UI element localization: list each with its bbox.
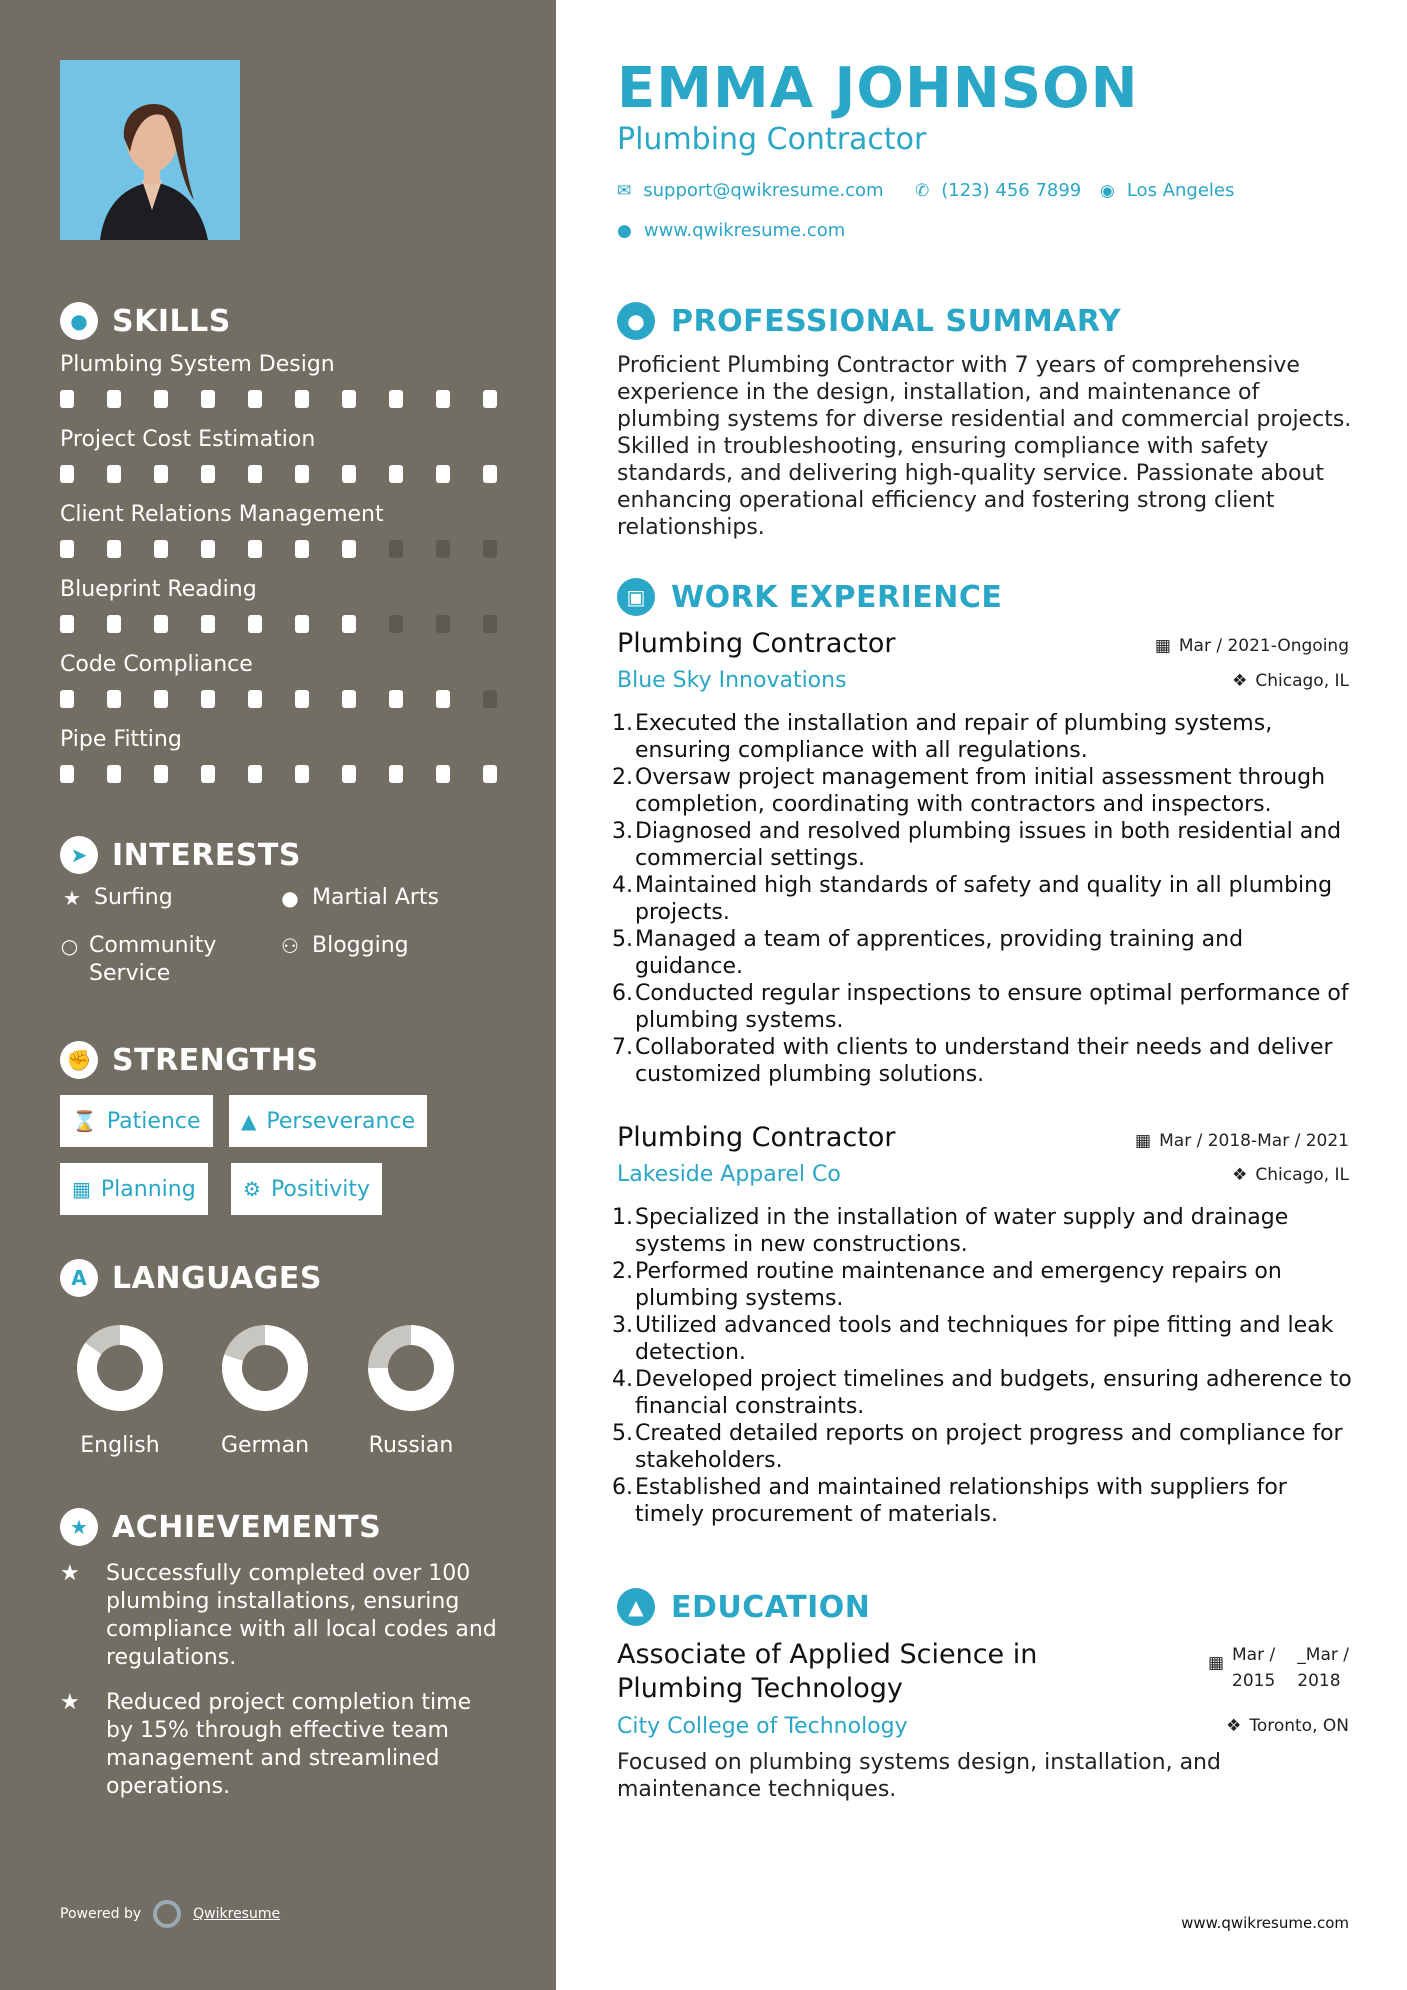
skill-dot	[201, 390, 215, 408]
language-ring	[77, 1325, 163, 1411]
skill-dot	[60, 540, 74, 558]
qwikresume-logo-icon	[153, 1900, 181, 1928]
skill-dot	[154, 540, 168, 558]
hourglass-icon: ⌛	[72, 1109, 97, 1133]
briefcase-icon: ▣	[617, 578, 655, 616]
strength-tag: ⚙ Positivity	[231, 1163, 382, 1215]
gear-icon: ⚙	[243, 1177, 261, 1201]
skill-dot	[295, 540, 309, 558]
language-ring	[222, 1325, 308, 1411]
pushpin-icon: ❖	[1232, 671, 1248, 691]
skill-dot	[248, 615, 262, 633]
achievement-item: ★ Reduced project completion time by 15% through effective team management and streamlined operations.	[60, 1690, 472, 1799]
skill-dot	[248, 690, 262, 708]
experience-heading: ▣ WORK EXPERIENCE	[617, 578, 1002, 616]
job-bullets	[612, 1204, 1357, 1528]
interests-heading: ➤ INTERESTS	[60, 836, 301, 874]
medal-star-icon: ★	[60, 1508, 98, 1546]
road-icon: ▲	[241, 1109, 257, 1133]
job-bullet: 6. Conducted regular inspections to ensure optimal performance of plumbing systems.	[612, 981, 1349, 1033]
skill-dot	[436, 540, 450, 558]
skill-name: Code Compliance	[60, 652, 253, 677]
globe-icon: ●	[281, 886, 299, 910]
hand-icon: ○	[60, 934, 79, 958]
skill-dot	[60, 390, 74, 408]
skill-dot	[436, 690, 450, 708]
skill-dot	[342, 690, 356, 708]
skill-rating	[60, 390, 497, 408]
job-bullet: 1. Specialized in the installation of water supply and drainage systems in new constructions.	[612, 1205, 1289, 1257]
job-bullet: 4. Maintained high standards of safety and quality in all plumbing projects.	[612, 873, 1333, 925]
skill-rating	[60, 690, 497, 708]
email-contact[interactable]: ✉ support@qwikresume.com	[617, 180, 884, 201]
skill-dot	[248, 540, 262, 558]
skill-dot	[389, 690, 403, 708]
company-name: Blue Sky Innovations	[617, 668, 847, 693]
job-bullet: 1. Executed the installation and repair of plumbing systems, ensuring compliance with all regulations.	[612, 711, 1273, 763]
skill-dot	[342, 540, 356, 558]
powered-by: Powered by Qwikresume	[60, 1900, 280, 1928]
language-item: Russian	[361, 1325, 461, 1458]
language-item: German	[215, 1325, 315, 1458]
skill-dot	[389, 615, 403, 633]
map-pin-icon: ◉	[1100, 180, 1115, 201]
skill-dot	[154, 690, 168, 708]
degree-title: Associate of Applied Science in Plumbing Technology	[617, 1639, 1038, 1704]
summary-text: Proficient Plumbing Contractor with 7 years of comprehensive experience in the design, installation, and maintenance of plumbing systems for diverse residential and commercial projects. Skilled in troubleshooting, ensuring compliance with safety standards, and delivering high-quality service. Passionate about enhancing operational efficiency and fostering strong client relationships.	[617, 353, 1352, 540]
phone-icon: ✆	[915, 180, 930, 201]
job-title-header: Plumbing Contractor	[617, 122, 927, 157]
education-dates: ▦ Mar / 2015 _Mar / 2018	[1207, 1645, 1349, 1691]
language-ring	[368, 1325, 454, 1411]
skill-dot	[107, 615, 121, 633]
skill-rating	[60, 540, 497, 558]
education-location: ❖ Toronto, ON	[1226, 1716, 1349, 1736]
skill-dot	[107, 690, 121, 708]
strength-tag: ▲ Perseverance	[229, 1095, 427, 1147]
company-name: Lakeside Apparel Co	[617, 1162, 841, 1187]
skill-dot	[295, 765, 309, 783]
skill-rating	[60, 765, 497, 783]
skill-dot	[389, 540, 403, 558]
job-bullet: 3. Diagnosed and resolved plumbing issues in both residential and commercial settings.	[612, 819, 1342, 871]
skill-dot	[295, 615, 309, 633]
skill-dot	[342, 390, 356, 408]
skill-dot	[201, 540, 215, 558]
skill-dot	[342, 615, 356, 633]
interest-item: ★ Surfing	[60, 884, 173, 912]
job-bullet: 5. Managed a team of apprentices, providing training and guidance.	[612, 927, 1244, 979]
skill-name: Plumbing System Design	[60, 352, 335, 377]
skill-name: Blueprint Reading	[60, 577, 257, 602]
job-bullet: 3. Utilized advanced tools and techniques for pipe fitting and leak detection.	[612, 1313, 1334, 1365]
skill-dot	[201, 690, 215, 708]
skill-dot	[295, 465, 309, 483]
pushpin-icon: ❖	[1232, 1165, 1248, 1185]
profile-photo-image	[60, 60, 240, 240]
skill-dot	[60, 765, 74, 783]
skill-dot	[483, 390, 497, 408]
job-title: Plumbing Contractor	[617, 628, 896, 659]
skill-dot	[248, 465, 262, 483]
job-bullet: 2. Oversaw project management from initial assessment through completion, coordinating with contractors and inspectors.	[612, 765, 1326, 817]
skill-dot	[201, 765, 215, 783]
calendar-icon: ▦	[1207, 1653, 1225, 1673]
strength-tag: ⌛ Patience	[60, 1095, 213, 1147]
language-icon: A	[60, 1259, 98, 1297]
interest-item: ⚇ Blogging	[278, 932, 409, 960]
skill-dot	[436, 615, 450, 633]
skill-dot	[60, 690, 74, 708]
calendar-icon: ▦	[1154, 636, 1171, 656]
sidebar	[0, 0, 556, 1990]
job-bullet: 6. Established and maintained relationships with suppliers for timely procurement of materials.	[612, 1475, 1287, 1527]
job-location: ❖ Chicago, IL	[1232, 1165, 1349, 1185]
shooting-star-icon: ★	[60, 1561, 80, 1586]
skill-dot	[436, 390, 450, 408]
skill-dot	[436, 765, 450, 783]
skill-dot	[60, 615, 74, 633]
skill-dot	[295, 390, 309, 408]
graduation-cap-icon: ▲	[617, 1588, 655, 1626]
candidate-name: EMMA JOHNSON	[617, 56, 1139, 121]
envelope-icon: ✉	[617, 180, 632, 201]
job-title: Plumbing Contractor	[617, 1122, 896, 1153]
skill-dot	[342, 765, 356, 783]
skills-heading: ● SKILLS	[60, 302, 231, 340]
achievements-heading: ★ ACHIEVEMENTS	[60, 1508, 381, 1546]
qwikresume-link[interactable]: Qwikresume	[193, 1906, 281, 1922]
pushpin-icon: ❖	[1226, 1716, 1242, 1736]
skill-name: Pipe Fitting	[60, 727, 182, 752]
strength-tag: ▦ Planning	[60, 1163, 208, 1215]
profile-photo	[60, 60, 240, 240]
fist-icon: ✊	[60, 1041, 98, 1079]
job-dates: ▦ Mar / 2018-Mar / 2021	[1135, 1131, 1349, 1151]
skill-dot	[201, 615, 215, 633]
strengths-heading: ✊ STRENGTHS	[60, 1041, 319, 1079]
languages-heading: A LANGUAGES	[60, 1259, 322, 1297]
skill-dot	[483, 615, 497, 633]
shooting-star-icon: ★	[60, 1690, 80, 1715]
skill-dot	[248, 390, 262, 408]
users-icon: ⚇	[281, 934, 299, 958]
skill-dot	[154, 615, 168, 633]
achievement-item: ★ Successfully completed over 100 plumbing installations, ensuring compliance with all local codes and regulations.	[60, 1561, 497, 1670]
skill-dot	[107, 390, 121, 408]
footer-url[interactable]: www.qwikresume.com	[1181, 1914, 1349, 1932]
calendar-icon: ▦	[1135, 1131, 1152, 1151]
skill-dot	[483, 540, 497, 558]
skill-dot	[107, 465, 121, 483]
skill-dot	[201, 465, 215, 483]
skill-dot	[107, 765, 121, 783]
language-item: English	[70, 1325, 170, 1458]
skill-dot	[342, 465, 356, 483]
location-contact: ◉ Los Angeles	[1100, 180, 1235, 201]
skill-dot	[483, 690, 497, 708]
education-heading: ▲ EDUCATION	[617, 1588, 870, 1626]
skill-dot	[107, 540, 121, 558]
job-bullet: 2. Performed routine maintenance and emergency repairs on plumbing systems.	[612, 1259, 1282, 1311]
skill-dot	[483, 765, 497, 783]
paper-plane-icon: ➤	[60, 836, 98, 874]
interest-item: ○ Community Service	[60, 933, 217, 986]
skill-dot	[483, 465, 497, 483]
skill-dot	[60, 465, 74, 483]
education-description: Focused on plumbing systems design, installation, and maintenance techniques.	[617, 1750, 1221, 1802]
skill-name: Project Cost Estimation	[60, 427, 316, 452]
school-name: City College of Technology	[617, 1714, 908, 1739]
skill-dot	[389, 765, 403, 783]
star-icon: ★	[63, 886, 81, 910]
job-dates: ▦ Mar / 2021-Ongoing	[1154, 636, 1349, 656]
job-bullet: 7. Collaborated with clients to understand their needs and deliver customized plumbing solutions.	[612, 1035, 1333, 1087]
skill-dot	[389, 390, 403, 408]
website-contact[interactable]: ● www.qwikresume.com	[617, 220, 846, 241]
job-bullets	[612, 710, 1357, 1088]
calendar-icon: ▦	[72, 1177, 91, 1201]
job-bullet: 5. Created detailed reports on project progress and compliance for stakeholders.	[612, 1421, 1343, 1473]
skill-rating	[60, 465, 497, 483]
job-bullet: 4. Developed project timelines and budgets, ensuring adherence to financial constraints.	[612, 1367, 1352, 1419]
skill-dot	[154, 390, 168, 408]
user-icon: ●	[617, 302, 655, 340]
globe-icon: ●	[617, 220, 632, 241]
skill-dot	[248, 765, 262, 783]
skill-dot	[295, 690, 309, 708]
lightbulb-icon: ●	[60, 302, 98, 340]
skill-dot	[154, 465, 168, 483]
skill-name: Client Relations Management	[60, 502, 384, 527]
phone-contact[interactable]: ✆ (123) 456 7899	[915, 180, 1082, 201]
job-location: ❖ Chicago, IL	[1232, 671, 1349, 691]
skill-rating	[60, 615, 497, 633]
skill-dot	[436, 465, 450, 483]
skill-dot	[389, 465, 403, 483]
interest-item: ● Martial Arts	[278, 884, 439, 912]
summary-heading: ● PROFESSIONAL SUMMARY	[617, 302, 1121, 340]
skill-dot	[154, 765, 168, 783]
